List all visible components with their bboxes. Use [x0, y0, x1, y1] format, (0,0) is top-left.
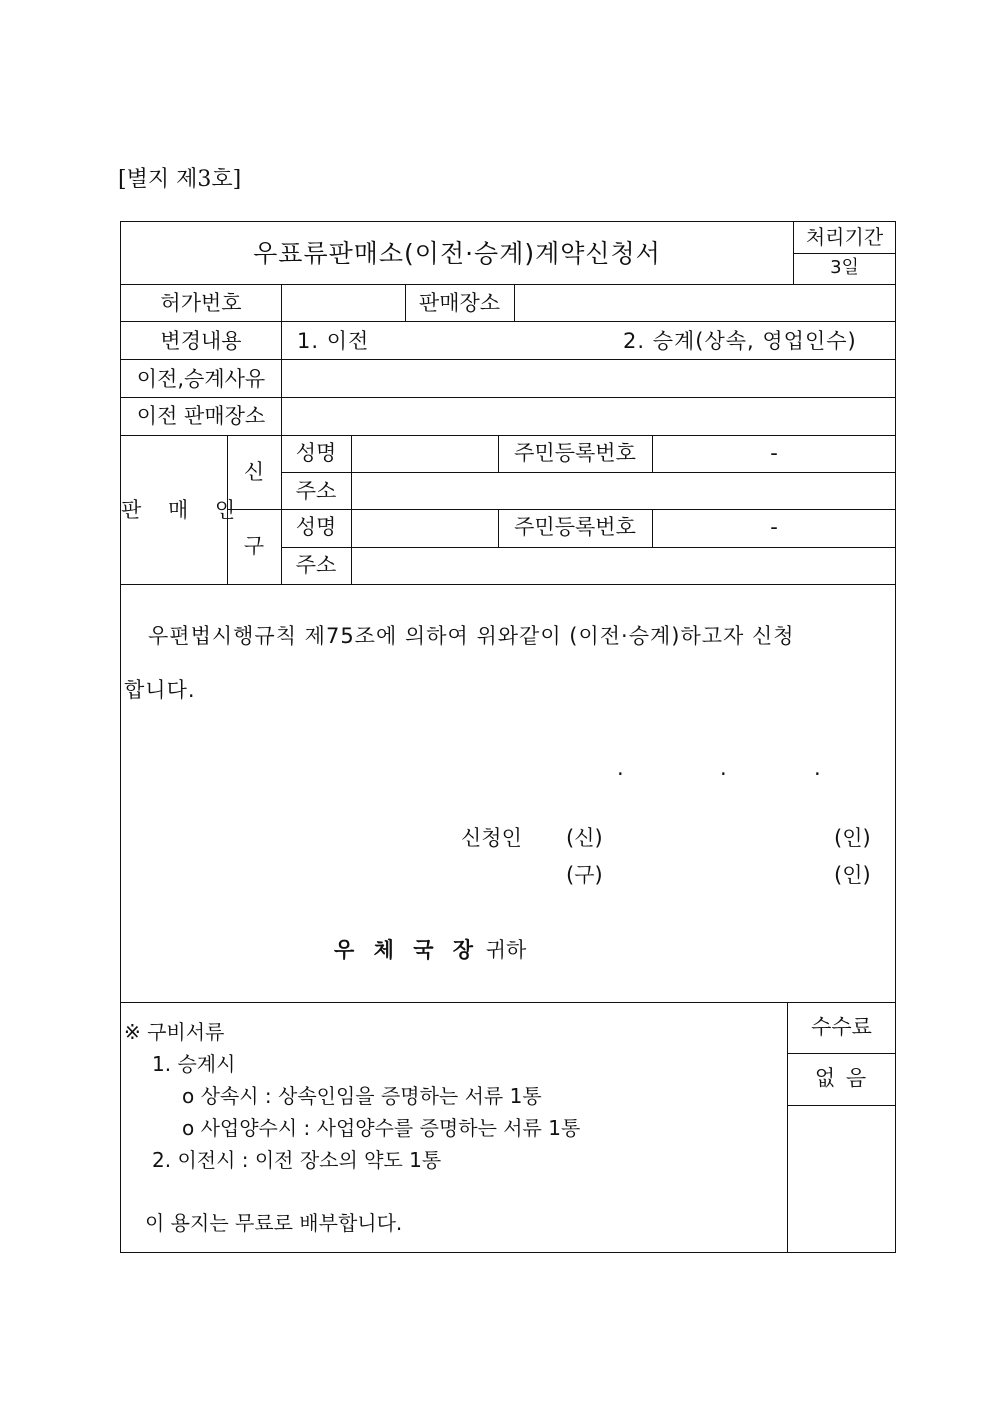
change-content-label: 변경내용 — [160, 329, 242, 353]
new-rrn-field[interactable]: - — [770, 441, 778, 465]
new-address-label: 주소 — [295, 479, 337, 503]
date-day-dot: . — [814, 756, 821, 780]
date-month-dot: . — [720, 756, 727, 780]
seller-old-label: 구 — [243, 534, 265, 558]
processing-period-label: 처리기간 — [805, 225, 884, 249]
documents-item-1: 1. 승계시 — [152, 1052, 236, 1076]
statement-line-2: 합니다. — [124, 678, 196, 702]
sales-place-label: 판매장소 — [418, 291, 501, 315]
documents-item-1a: o 상속시 : 상속인임을 증명하는 서류 1통 — [182, 1084, 542, 1108]
old-rrn-label: 주민등록번호 — [514, 515, 636, 539]
addressee-name: 우 체 국 장 — [334, 938, 480, 962]
seller-new-label: 신 — [243, 460, 265, 484]
old-name-label: 성명 — [295, 515, 337, 539]
form-number: [별지 제3호] — [118, 167, 242, 192]
reason-label: 이전,승계사유 — [136, 367, 266, 391]
date-year-dot: . — [617, 756, 624, 780]
fee-label: 수수료 — [811, 1015, 872, 1039]
new-sales-place-label: 이전 판매장소 — [136, 404, 266, 428]
statement-line-1: 우편법시행규칙 제75조에 의하여 위와같이 (이전·승계)하고자 신청 — [148, 624, 795, 648]
documents-item-2: 2. 이전시 : 이전 장소의 약도 1통 — [152, 1148, 442, 1172]
fee-value: 없 음 — [814, 1066, 869, 1090]
applicant-old-label: (구) — [566, 863, 603, 887]
seal-new[interactable]: (인) — [834, 826, 871, 850]
old-rrn-field[interactable]: - — [770, 515, 778, 539]
documents-heading: ※ 구비서류 — [124, 1020, 225, 1044]
change-option-relocation[interactable]: 1. 이전 — [297, 329, 370, 353]
permit-number-label: 허가번호 — [160, 291, 242, 315]
documents-item-1b: o 사업양수시 : 사업양수를 증명하는 서류 1통 — [182, 1116, 581, 1140]
processing-period-value: 3일 — [830, 257, 859, 278]
old-address-label: 주소 — [295, 553, 337, 577]
seller-label: 판 매 인 — [121, 498, 246, 522]
addressee-suffix: 귀하 — [485, 938, 527, 962]
seal-old[interactable]: (인) — [834, 863, 871, 887]
form-title: 우표류판매소(이전·승계)계약신청서 — [253, 239, 661, 268]
change-option-succession[interactable]: 2. 승계(상속, 영업인수) — [623, 329, 857, 353]
new-rrn-label: 주민등록번호 — [514, 441, 636, 465]
application-form — [120, 221, 896, 1253]
applicant-label: 신청인 — [461, 826, 522, 850]
free-distribution-note: 이 용지는 무료로 배부합니다. — [145, 1211, 403, 1235]
new-name-label: 성명 — [295, 441, 337, 465]
applicant-new-label: (신) — [566, 826, 603, 850]
